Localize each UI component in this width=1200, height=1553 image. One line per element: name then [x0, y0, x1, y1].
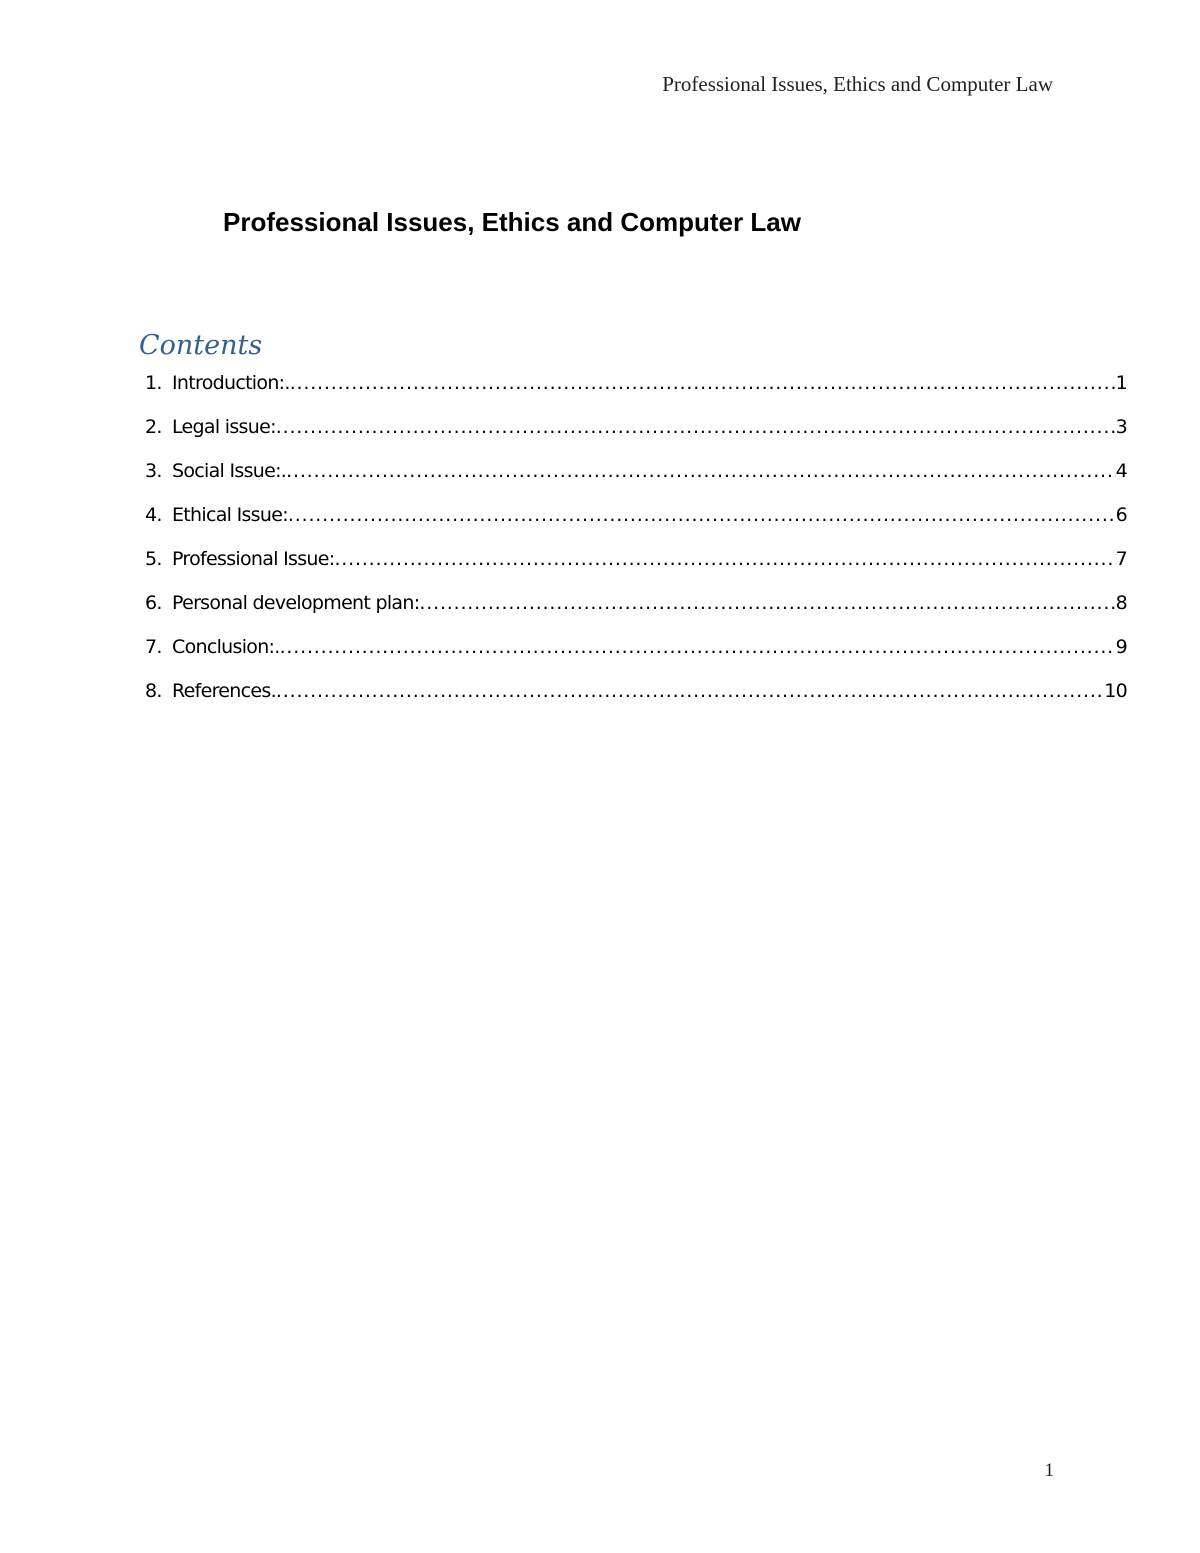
toc-entry-legal-issue[interactable] — [145, 414, 1127, 458]
toc-entry-conclusion[interactable] — [145, 634, 1127, 678]
toc-entry-page: 3 — [1115, 416, 1127, 438]
toc-entry-label: Legal issue: — [172, 416, 276, 438]
toc-entry-number: 1. — [145, 372, 162, 394]
toc-dot-leader — [419, 590, 1115, 616]
toc-entry-page: 10 — [1104, 680, 1127, 702]
toc-entry-introduction[interactable] — [145, 370, 1127, 414]
toc-entry-label: References. — [172, 680, 276, 702]
toc-dot-leader — [288, 502, 1116, 528]
toc-entry-number: 8. — [145, 680, 162, 702]
toc-entry-number: 5. — [145, 548, 162, 570]
toc-entry-personal-development-plan[interactable] — [145, 590, 1127, 634]
running-header: Professional Issues, Ethics and Computer Law — [662, 72, 1053, 96]
toc-entry-page: 8 — [1115, 592, 1127, 614]
toc-entry-label: Social Issue:. — [172, 460, 287, 482]
toc-entry-page: 9 — [1115, 636, 1127, 658]
toc-entry-page: 1 — [1115, 372, 1127, 394]
toc-entry-number: 3. — [145, 460, 162, 482]
toc-entry-ethical-issue[interactable] — [145, 502, 1127, 546]
toc-entry-professional-issue[interactable] — [145, 546, 1127, 590]
toc-entry-number: 7. — [145, 636, 162, 658]
toc-entry-number: 2. — [145, 416, 162, 438]
toc-entry-page: 4 — [1115, 460, 1127, 482]
toc-entry-references[interactable] — [145, 678, 1127, 722]
toc-dot-leader — [290, 370, 1116, 396]
table-of-contents — [145, 370, 1127, 722]
toc-entry-label: Conclusion:. — [172, 636, 280, 658]
toc-entry-label: Introduction:. — [172, 372, 290, 394]
toc-entry-label: Ethical Issue: — [172, 504, 288, 526]
toc-entry-number: 6. — [145, 592, 162, 614]
toc-dot-leader — [286, 458, 1115, 484]
document-title: Professional Issues, Ethics and Computer Law — [223, 207, 801, 237]
toc-dot-leader — [276, 678, 1104, 704]
toc-dot-leader — [280, 634, 1116, 660]
toc-entry-page: 7 — [1115, 548, 1127, 570]
toc-entry-number: 4. — [145, 504, 162, 526]
toc-dot-leader — [334, 546, 1115, 572]
toc-entry-label: Professional Issue: — [172, 548, 335, 570]
toc-entry-social-issue[interactable] — [145, 458, 1127, 502]
toc-entry-label: Personal development plan: — [172, 592, 420, 614]
toc-dot-leader — [276, 414, 1116, 440]
toc-heading: Contents — [139, 330, 263, 361]
toc-entry-page: 6 — [1115, 504, 1127, 526]
page-number: 1 — [1044, 1460, 1054, 1481]
